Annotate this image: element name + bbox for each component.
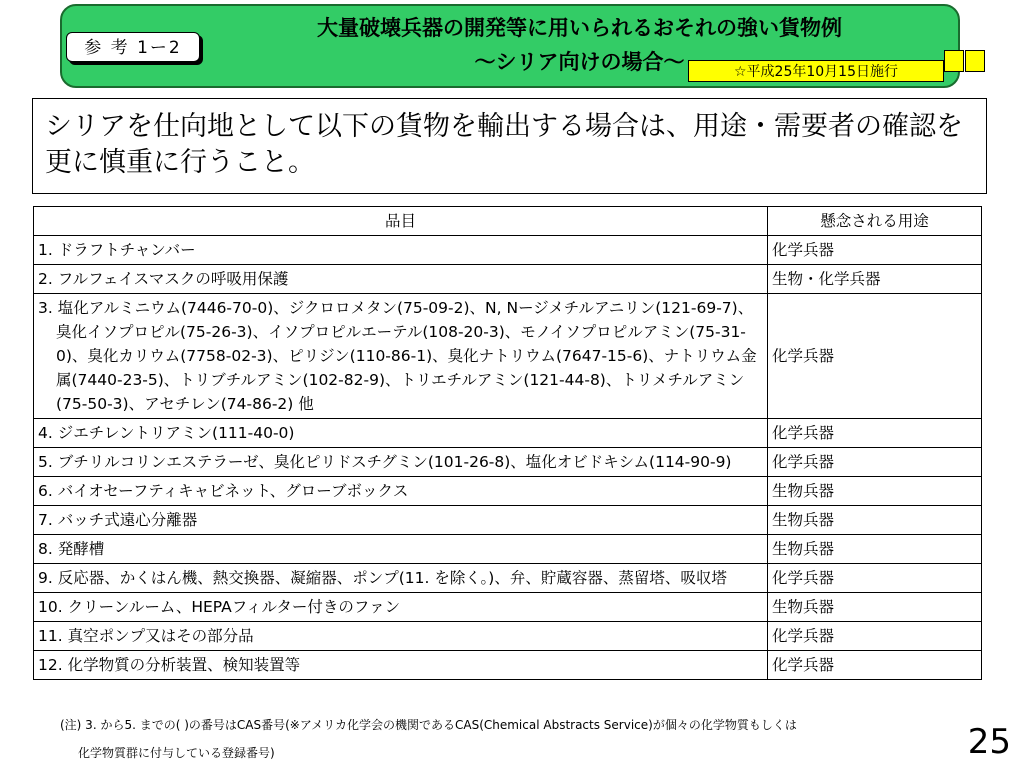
- decorative-square: [965, 50, 985, 72]
- table-header-row: [34, 207, 982, 236]
- footnote-line-1: (注) 3. から5. までの( )の番号はCAS番号(※アメリカ化学会の機関であるCAS(Chemical Abstracts Service)が個々の化学物質もしくは: [60, 718, 797, 732]
- header-use: 懸念される用途: [768, 207, 982, 236]
- table-row: [34, 419, 982, 448]
- table-row: [34, 506, 982, 535]
- table-row: [34, 477, 982, 506]
- use-cell: 生物兵器: [768, 535, 982, 564]
- table-row: [34, 651, 982, 680]
- item-cell: 2. フルフェイスマスクの呼吸用保護: [34, 265, 768, 294]
- item-cell: 3. 塩化アルミニウム(7446-70-0)、ジクロロメタン(75-09-2)、N, Nージメチルアニリン(121-69-7)、臭化イソプロピル(75-26-3)、イソプロピルエーテル(108-20-3)、モノイソプロピルアミン(75-31-0)、臭化カリウム(7758-02-3)、ピリジン(110-86-1)、臭化ナトリウム(7647-15-6)、ナトリウム金属(7440-23-5)、トリブチルアミン(102-82-9)、トリエチルアミン(121-44-8)、トリメチルアミン(75-50-3)、アセチレン(74-86-2) 他: [34, 294, 768, 419]
- item-cell: 10. クリーンルーム、HEPAフィルター付きのファン: [34, 593, 768, 622]
- page-title: 大量破壊兵器の開発等に用いられるおそれの強い貨物例: [317, 16, 842, 40]
- page-number: 25: [967, 722, 1011, 762]
- table-row: [34, 236, 982, 265]
- item-cell: 1. ドラフトチャンバー: [34, 236, 768, 265]
- use-cell: 生物兵器: [768, 477, 982, 506]
- item-cell: 8. 発酵槽: [34, 535, 768, 564]
- table-row: [34, 294, 982, 419]
- item-cell: 4. ジエチレントリアミン(111-40-0): [34, 419, 768, 448]
- use-cell: 化学兵器: [768, 294, 982, 419]
- use-cell: 生物兵器: [768, 593, 982, 622]
- table-row: [34, 622, 982, 651]
- item-cell: 6. バイオセーフティキャビネット、グローブボックス: [34, 477, 768, 506]
- item-cell: 12. 化学物質の分析装置、検知装置等: [34, 651, 768, 680]
- use-cell: 化学兵器: [768, 236, 982, 265]
- table-row: [34, 448, 982, 477]
- item-cell: 11. 真空ポンプ又はその部分品: [34, 622, 768, 651]
- table-row: [34, 564, 982, 593]
- table-row: [34, 265, 982, 294]
- use-cell: 生物兵器: [768, 506, 982, 535]
- use-cell: 生物・化学兵器: [768, 265, 982, 294]
- use-cell: 化学兵器: [768, 419, 982, 448]
- reference-label: 参 考 1ー2: [66, 32, 200, 62]
- footnote-line-2: 化学物質群に付与している登録番号): [78, 746, 275, 760]
- use-cell: 化学兵器: [768, 448, 982, 477]
- header-item: 品目: [34, 207, 768, 236]
- item-cell: 9. 反応器、かくはん機、熱交換器、凝縮器、ポンプ(11. を除く。)、弁、貯蔵容器、蒸留塔、吸収塔: [34, 564, 768, 593]
- use-cell: 化学兵器: [768, 651, 982, 680]
- table-row: [34, 535, 982, 564]
- page-subtitle: ～シリア向けの場合～: [474, 50, 685, 74]
- item-cell: 7. バッチ式遠心分離器: [34, 506, 768, 535]
- table-row: [34, 593, 982, 622]
- cargo-table: [33, 206, 982, 680]
- notice-text: シリアを仕向地として以下の貨物を輸出する場合は、用途・需要者の確認を更に慎重に行うこと。: [45, 111, 963, 178]
- item-cell: 5. ブチリルコリンエステラーゼ、臭化ピリドスチグミン(101-26-8)、塩化オビドキシム(114-90-9): [34, 448, 768, 477]
- notice-box: [32, 98, 987, 194]
- use-cell: 化学兵器: [768, 564, 982, 593]
- effective-date-badge: ☆平成25年10月15日施行: [688, 60, 944, 82]
- use-cell: 化学兵器: [768, 622, 982, 651]
- decorative-square: [944, 50, 964, 72]
